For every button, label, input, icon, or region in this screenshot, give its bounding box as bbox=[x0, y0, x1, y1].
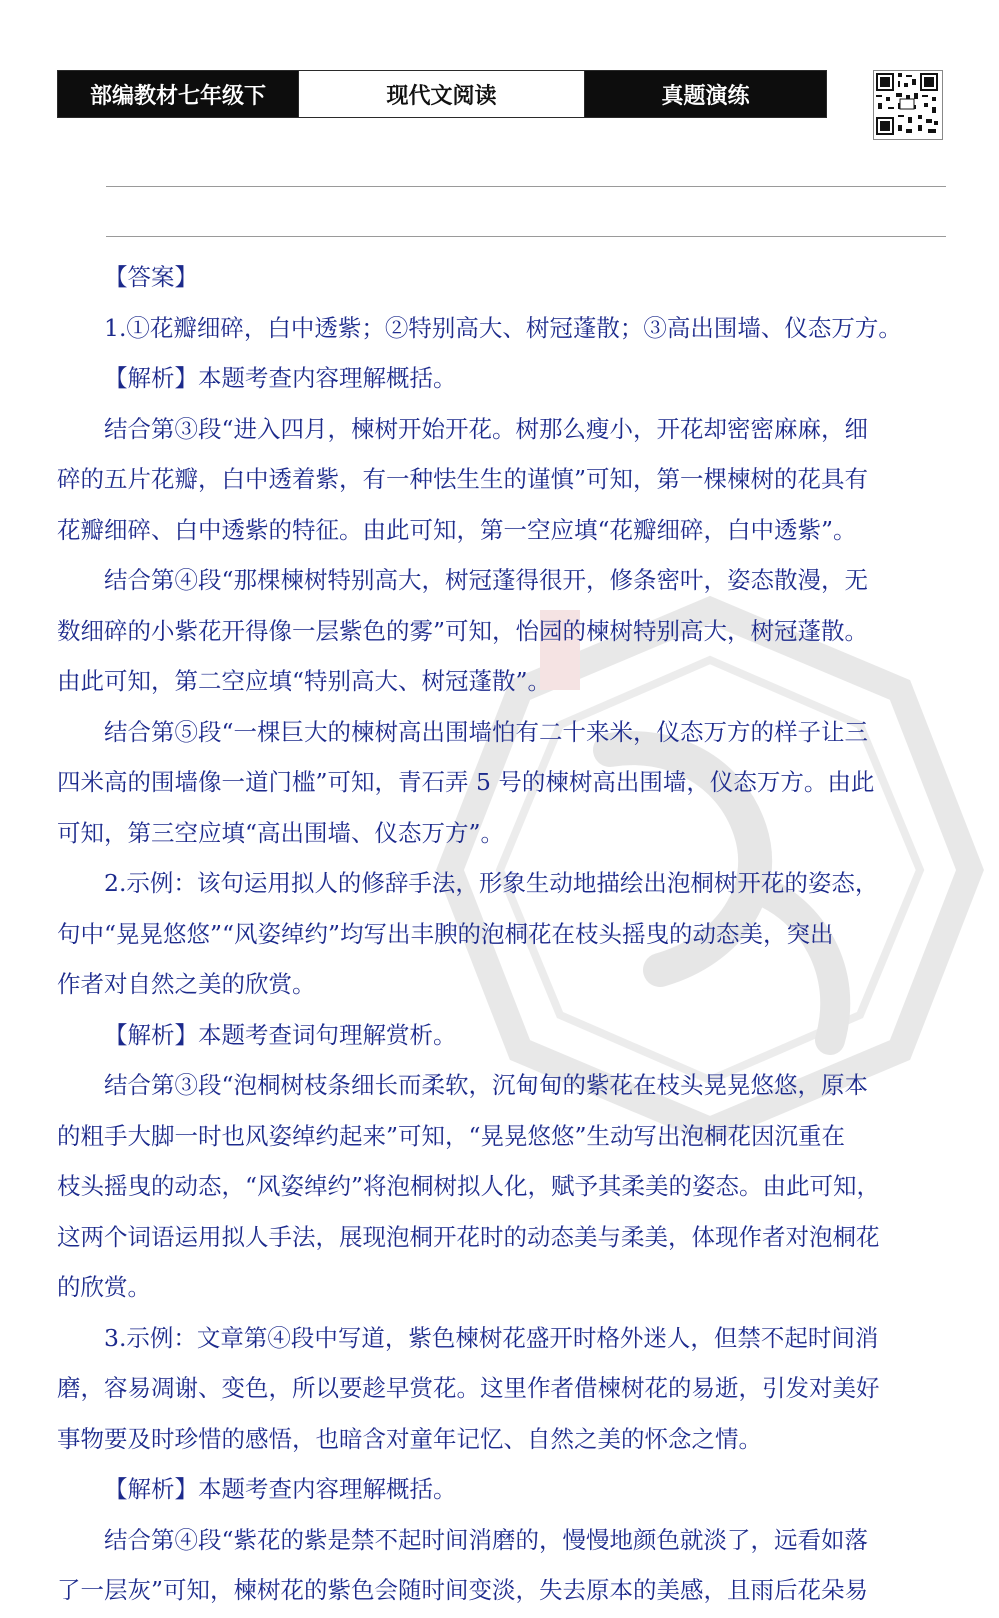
answer-label: 【答案】 bbox=[104, 263, 198, 291]
header-section-label: 真题演练 bbox=[585, 71, 826, 117]
q2-answer-line-1: 2.示例：该句运用拟人的修辞手法，形象生动地描绘出泡桐树开花的姿态， bbox=[104, 869, 879, 897]
q1-analysis-title: 【解析】本题考查内容理解概括。 bbox=[104, 364, 457, 392]
q2-answer-line-3: 作者对自然之美的欣赏。 bbox=[57, 970, 316, 998]
q2-paragraph-line-1: 结合第③段“泡桐树枝条细长而柔软，沉甸甸的紫花在枝头晃晃悠悠，原本 bbox=[104, 1071, 869, 1099]
q2-paragraph-line-3: 枝头摇曳的动态，“风姿绰约”将泡桐树拟人化，赋予其柔美的姿态。由此可知， bbox=[57, 1172, 881, 1200]
q2-paragraph-line-5: 的欣赏。 bbox=[57, 1273, 151, 1301]
q2-analysis-title: 【解析】本题考查词句理解赏析。 bbox=[104, 1020, 457, 1049]
divider-bottom bbox=[106, 236, 946, 237]
q2-answer-line-2: 句中“晃晃悠悠”“风姿绰约”均写出丰腴的泡桐花在枝头摇曳的动态美，突出 bbox=[57, 919, 834, 948]
header-subject-label: 现代文阅读 bbox=[298, 71, 585, 117]
q1-answer: 1.①花瓣细碎，白中透紫；②特别高大、树冠蓬散；③高出围墙、仪态万方。 bbox=[104, 313, 902, 342]
q1-paragraph-1-line-1: 结合第③段“进入四月，楝树开始开花。树那么瘦小，开花却密密麻麻，细 bbox=[104, 414, 869, 443]
header-grade-label: 部编教材七年级下 bbox=[58, 71, 298, 117]
q3-paragraph-line-1: 结合第④段“紫花的紫是禁不起时间消磨的，慢慢地颜色就淡了，远看如落 bbox=[104, 1525, 869, 1554]
qr-code-icon[interactable] bbox=[873, 70, 943, 140]
q2-paragraph-line-4: 这两个词语运用拟人手法，展现泡桐开花时的动态美与柔美，体现作者对泡桐花 bbox=[57, 1222, 880, 1251]
header-bar bbox=[57, 70, 827, 118]
q1-paragraph-2-line-3: 由此可知，第二空应填“特别高大、树冠蓬散”。 bbox=[57, 667, 552, 695]
q1-paragraph-3-line-2: 四米高的围墙像一道门槛”可知，青石弄 5 号的楝树高出围墙，仪态万方。由此 bbox=[57, 768, 875, 796]
q3-answer-line-1: 3.示例：文章第④段中写道，紫色楝树花盛开时格外迷人，但禁不起时间消 bbox=[104, 1323, 879, 1352]
q2-paragraph-line-2: 的粗手大脚一时也风姿绰约起来”可知，“晃晃悠悠”生动写出泡桐花因沉重在 bbox=[57, 1121, 846, 1150]
q1-paragraph-2-line-1: 结合第④段“那棵楝树特别高大，树冠蓬得很开，修条密叶，姿态散漫，无 bbox=[104, 566, 869, 594]
q1-paragraph-1-line-2: 碎的五片花瓣，白中透着紫，有一种怯生生的谨慎”可知，第一棵楝树的花具有 bbox=[57, 465, 869, 493]
divider-top bbox=[106, 186, 946, 187]
q1-paragraph-3-line-3: 可知，第三空应填“高出围墙、仪态万方”。 bbox=[57, 818, 505, 847]
q1-paragraph-2-line-2: 数细碎的小紫花开得像一层紫色的雾”可知，怡园的楝树特别高大，树冠蓬散。 bbox=[57, 616, 869, 645]
answer-content bbox=[57, 252, 947, 1616]
q3-answer-line-3: 事物要及时珍惜的感悟，也暗含对童年记忆、自然之美的怀念之情。 bbox=[57, 1424, 762, 1453]
q3-analysis-title: 【解析】本题考查内容理解概括。 bbox=[104, 1475, 457, 1503]
q3-paragraph-line-2: 了一层灰”可知，楝树花的紫色会随时间变淡，失去原本的美感，且雨后花朵易 bbox=[57, 1576, 869, 1604]
q1-paragraph-3-line-1: 结合第⑤段“一棵巨大的楝树高出围墙怕有二十来米，仪态万方的样子让三 bbox=[104, 717, 869, 746]
q1-paragraph-1-line-3: 花瓣细碎、白中透紫的特征。由此可知，第一空应填“花瓣细碎，白中透紫”。 bbox=[57, 515, 857, 544]
q3-answer-line-2: 磨，容易凋谢、变色，所以要趁早赏花。这里作者借楝树花的易逝，引发对美好 bbox=[57, 1374, 880, 1402]
